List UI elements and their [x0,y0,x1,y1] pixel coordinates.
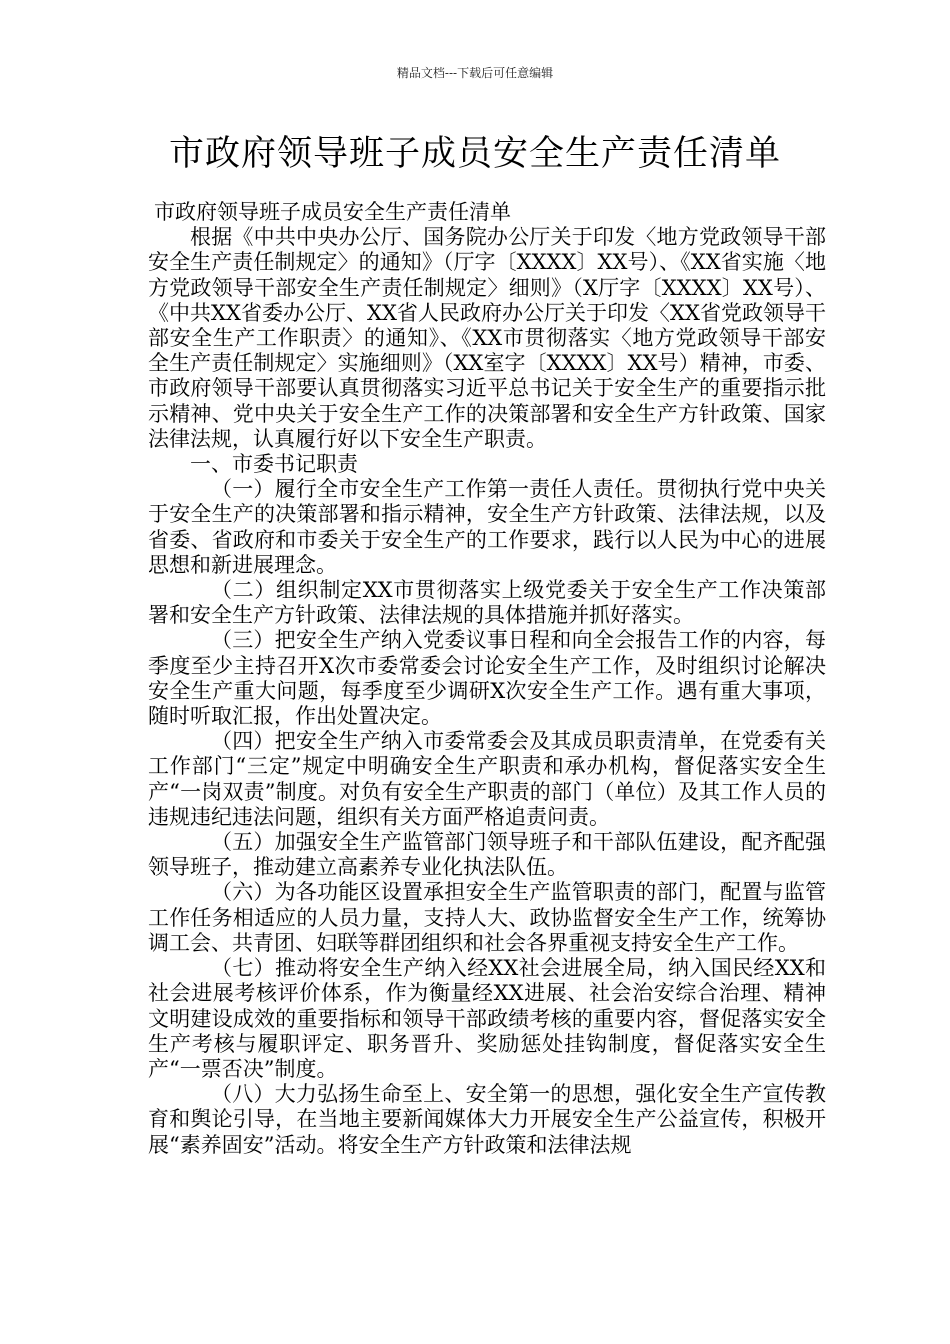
paragraph-preamble: 根据《中共中央办公厅、国务院办公厅关于印发〈地方党政领导干部安全生产责任制规定〉的通知》（厅字〔XXXX〕XX号）、《XX省实施〈地方党政领导干部安全生产责任制规定〉细则》（X厅字〔XXXX〕XX号）、《中共XX省委办公厅、XX省人民政府办公厅关于印发〈XX省党政领导干部安全生产工作职责〉的通知》、《XX市贯彻落实〈地方党政领导干部安全生产责任制规定〉实施细则》（XX室字〔XXXX〕XX号）精神，市委、市政府领导干部要认真贯彻落实习近平总书记关于安全生产的重要指示批示精神、党中央关于安全生产工作的决策部署和安全生产方针政策、国家法律法规，认真履行好以下安全生产职责。 [148,225,826,451]
paragraph-item-6: （六）为各功能区设置承担安全生产监管职责的部门，配置与监管工作任务相适应的人员力量，支持人大、政协监督安全生产工作，统筹协调工会、共青团、妇联等群团组织和社会各界重视支持安全生产工作。 [148,880,826,955]
document-body [148,200,826,1158]
paragraph-item-3: （三）把安全生产纳入党委议事日程和向全会报告工作的内容，每季度至少主持召开X次市委常委会讨论安全生产工作，及时组织讨论解决安全生产重大问题，每季度至少调研X次安全生产工作。遇有重大事项，随时听取汇报，作出处置决定。 [148,628,826,729]
document-subtitle: 市政府领导班子成员安全生产责任清单 [154,200,511,224]
paragraph-item-1: （一）履行全市安全生产工作第一责任人责任。贯彻执行党中央关于安全生产的决策部署和指示精神，安全生产方针政策、法律法规，以及省委、省政府和市委关于安全生产的工作要求，践行以人民为中心的进展思想和新进展理念。 [148,477,826,577]
document-title: 市政府领导班子成员安全生产责任清单 [168,134,781,174]
paragraph-item-7: （七）推动将安全生产纳入经XX社会进展全局，纳入国民经XX和社会进展考核评价体系，作为衡量经XX进展、社会治安综合治理、精神文明建设成效的重要指标和领导干部政绩考核的重要内容，督促落实安全生产考核与履职评定、职务晋升、奖励惩处挂钩制度，督促落实安全生产“一票否决”制度。 [148,956,826,1081]
paragraph-item-8: （八）大力弘扬生命至上、安全第一的思想，强化安全生产宣传教育和舆论引导，在当地主要新闻媒体大力开展安全生产公益宣传，积极开展“素养固安”活动。将安全生产方针政策和法律法规 [148,1082,826,1157]
paragraph-item-2: （二）组织制定XX市贯彻落实上级党委关于安全生产工作决策部署和安全生产方针政策、法律法规的具体措施并抓好落实。 [148,578,826,628]
header-note: 精品文档---下载后可任意编辑 [396,66,554,80]
paragraph-item-4: （四）把安全生产纳入市委常委会及其成员职责清单，在党委有关工作部门“三定”规定中明确安全生产职责和承办机构，督促落实安全生产“一岗双责”制度。对负有安全生产职责的部门（单位）及其工作人员的违规违纪违法问题，组织有关方面严格追责问责。 [148,729,826,829]
section-heading: 一、市委书记职责 [190,452,358,477]
paragraph-item-5: （五）加强安全生产监管部门领导班子和干部队伍建设，配齐配强领导班子，推动建立高素养专业化执法队伍。 [148,830,826,880]
